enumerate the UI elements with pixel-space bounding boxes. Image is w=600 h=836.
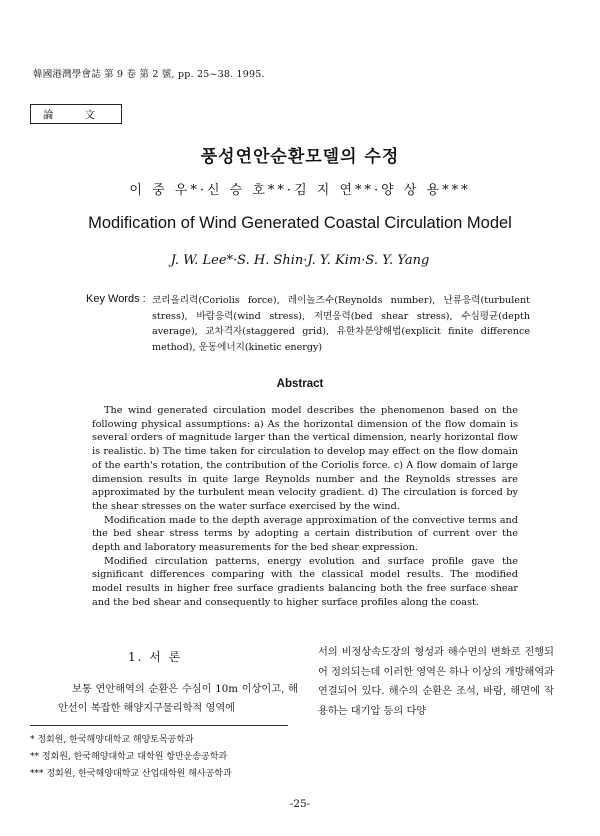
authors-english: J. W. Lee*·S. H. Shin·J. Y. Kim·S. Y. Yang bbox=[170, 253, 430, 268]
footnote-3: *** 정회원, 한국해양대학교 산업대학원 해사공학과 bbox=[30, 769, 232, 779]
footnote-1: * 정회원, 한국해양대학교 해양토목공학과 bbox=[30, 735, 194, 745]
keywords-label: Key Words : bbox=[86, 293, 146, 305]
abstract-paragraph: Modification made to the depth average approximation of the convective terms and the bed shear stress terms by adopting a certain distribution of current over the depth and laboratory measurements for the bed shear expression. bbox=[92, 514, 518, 554]
authors-korean: 이 중 우*·신 승 호**·김 지 연**·양 상 용*** bbox=[129, 183, 471, 198]
title-english: Modification of Wind Generated Coastal Circulation Model bbox=[88, 214, 512, 232]
section-heading: 1. 서 론 bbox=[128, 650, 183, 664]
journal-header: 韓國港灣學會誌 第 9 卷 第 2 號, pp. 25~38. 1995. bbox=[33, 69, 265, 80]
body-right-column bbox=[318, 643, 554, 721]
footnote-2: ** 정회원, 한국해양대학교 대학원 항만운송공학과 bbox=[30, 752, 228, 762]
article-type-box: 論 文 bbox=[30, 104, 122, 124]
keywords-text: 코리올리력(Coriolis force), 레이놀즈수(Reynolds number), 난류응력(turbulent stress), 바람응력(wind stress), 저면응력(bed shear stress), 수심평균(depth average), 교차격자(staggered grid), 유한차분양해법(explicit finite difference method), 운동에너지(kinetic energy) bbox=[152, 295, 530, 353]
body-left-column bbox=[58, 681, 298, 718]
abstract-paragraph: Modified circulation patterns, energy evolution and surface profile gave the significant differences comparing with the classical model results. The modified model results in higher free surface gradients balancing both the free surface shear and the bed shear and consequently to higher surface profiles along the coast. bbox=[92, 555, 518, 608]
abstract-body bbox=[92, 404, 518, 610]
body-paragraph: 서의 비정상속도장의 형성과 해수면의 변화로 진행되어 정의되는데 이러한 영역은 하나 이상의 개방해역과 연결되어 있다. 해수의 순환은 조석, 바람, 해면에 작용하는 대기압 등의 다양 bbox=[318, 647, 554, 717]
page-number: -25- bbox=[289, 798, 311, 810]
abstract-heading: Abstract bbox=[276, 378, 324, 390]
abstract-paragraph: The wind generated circulation model describes the phenomenon based on the following physical assumptions: a) As the horizontal dimension of the flow domain is several orders of magnitude larger than the vertical dimension, nearly horizontal flow is realistic. b) The time taken for circulation to develop may effect on the flow domain of the earth's rotation, the contribution of the Coriolis force. c) A flow domain of large dimension results in quite large Reynolds number and the Reynolds stresses are approximated by the turbulent mean velocity gradient. d) The circulation is forced by the shear stresses on the water surface exercised by the wind. bbox=[92, 405, 518, 512]
body-paragraph: 보통 연안해역의 순환은 수심이 10m 이상이고, 해안선이 복잡한 해양지구물리학적 영역에 bbox=[58, 684, 298, 714]
title-korean: 풍성연안순환모델의 수정 bbox=[200, 147, 400, 167]
footnote-rule bbox=[30, 725, 288, 726]
